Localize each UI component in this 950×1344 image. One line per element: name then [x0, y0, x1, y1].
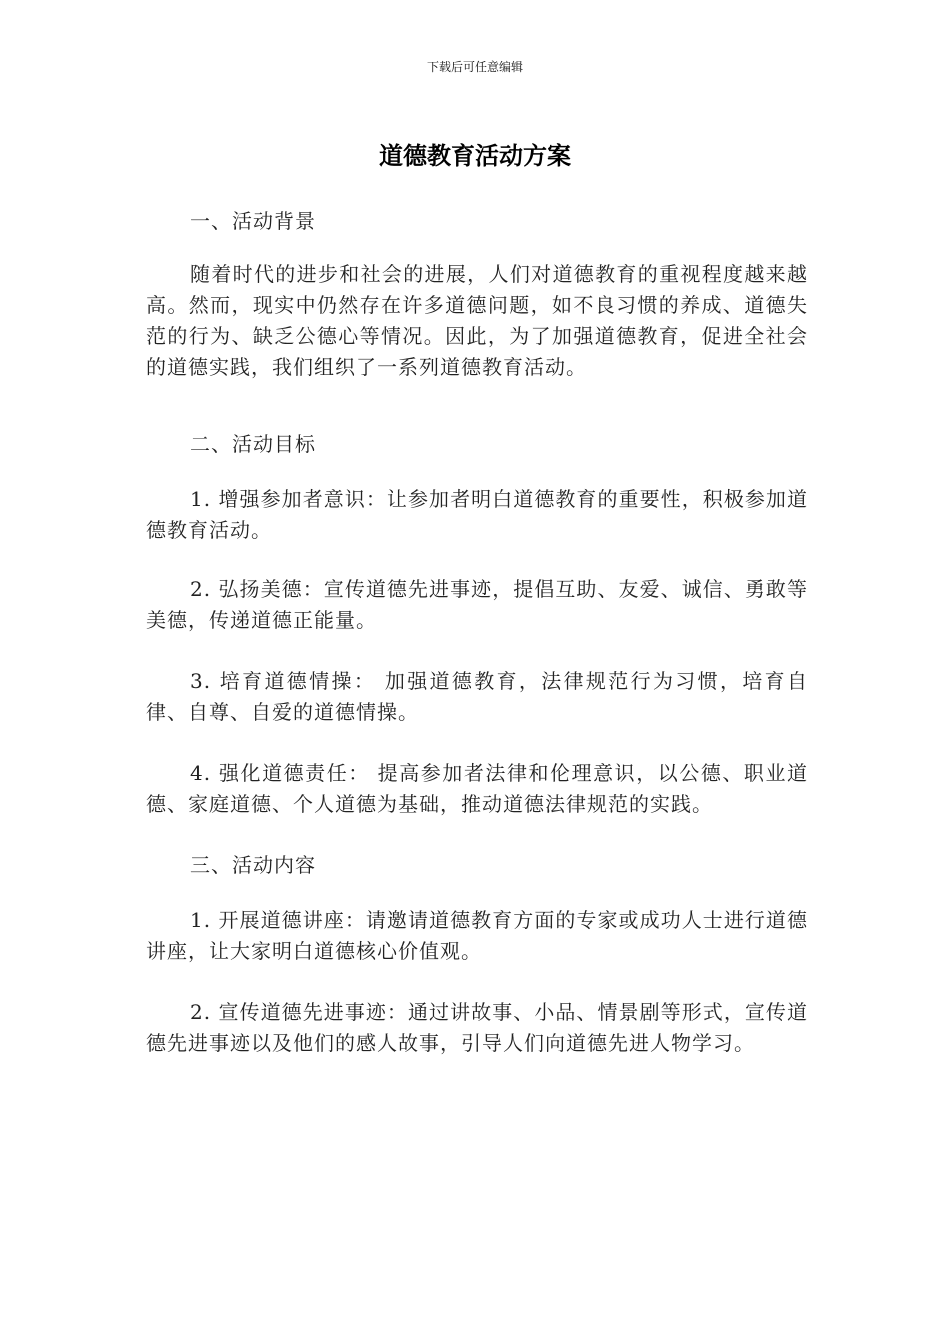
section-heading-goals: 二、活动目标 [190, 432, 316, 456]
paragraph-goal-3: 3. 培育道德情操： 加强道德教育，法律规范行为习惯，培育自律、自尊、自爱的道德情操。 [146, 669, 808, 724]
document-title: 道德教育活动方案 [379, 142, 571, 170]
header-note: 下载后可任意编辑 [426, 60, 523, 74]
paragraph-content-1: 1. 开展道德讲座：请邀请道德教育方面的专家或成功人士进行道德讲座，让大家明白道德核心价值观。 [146, 908, 808, 963]
section-heading-background: 一、活动背景 [190, 209, 316, 233]
paragraph-goal-2: 2. 弘扬美德：宣传道德先进事迹，提倡互助、友爱、诚信、勇敢等美德，传递道德正能量。 [146, 577, 808, 632]
section-heading-content: 三、活动内容 [190, 853, 316, 877]
paragraph-goal-1: 1. 增强参加者意识：让参加者明白道德教育的重要性，积极参加道德教育活动。 [146, 487, 808, 542]
paragraph-background: 随着时代的进步和社会的进展，人们对道德教育的重视程度越来越高。然而，现实中仍然存在许多道德问题，如不良习惯的养成、道德失范的行为、缺乏公德心等情况。因此，为了加强道德教育，促进全社会的道德实践，我们组织了一系列道德教育活动。 [146, 262, 808, 379]
paragraph-goal-4: 4. 强化道德责任： 提高参加者法律和伦理意识，以公德、职业道德、家庭道德、个人道德为基础，推动道德法律规范的实践。 [146, 761, 808, 816]
paragraph-content-2: 2. 宣传道德先进事迹：通过讲故事、小品、情景剧等形式，宣传道德先进事迹以及他们的感人故事，引导人们向道德先进人物学习。 [146, 1000, 808, 1055]
